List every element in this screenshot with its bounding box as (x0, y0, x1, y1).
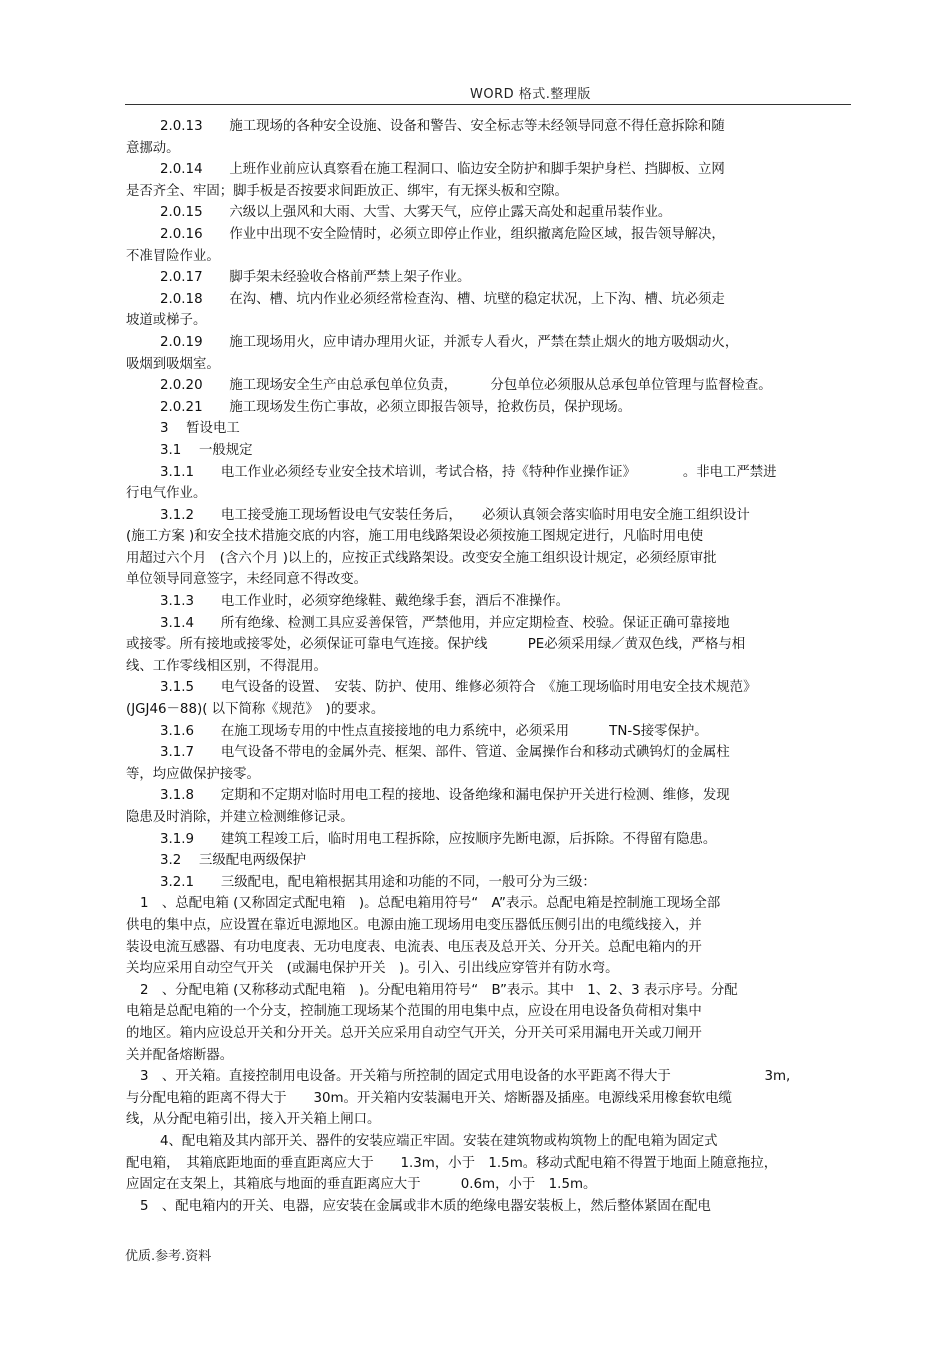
text-line: 隐患及时消除，并建立检测维修记录。 (126, 810, 354, 825)
text-line: 3 、开关箱。直接控制用电设备。开关箱与所控制的固定式用电设备的水平距离不得大于 3m, (140, 1069, 791, 1085)
text-line: 2.0.18 在沟、槽、坑内作业必须经常检查沟、槽、坑壁的稳定状况，上下沟、槽、坑必须走 (160, 291, 725, 307)
text-line: 应固定在支架上，其箱底与地面的垂直距离应大于 0.6m，小于 1.5m。 (126, 1177, 597, 1193)
text-line: 3.2 三级配电两级保护 (160, 853, 307, 869)
text-line: 3.1.7 电气设备不带电的金属外壳、框架、部件、管道、金属操作台和移动式碘钨灯的金属柱 (160, 745, 730, 761)
text-line: (施工方案 )和安全技术措施交底的内容，施工用电线路架设必须按施工图规定进行，凡临时用电使 (126, 529, 704, 545)
text-line: 关均应采用自动空气开关 (或漏电保护开关 )。引入、引出线应穿管并有防水弯。 (126, 961, 619, 977)
page-footer: 优质.参考.资料 (125, 1249, 212, 1264)
text-line: 线，从分配电箱引出，接入开关箱上闸口。 (126, 1112, 381, 1128)
text-line: 单位领导同意签字，未经同意不得改变。 (126, 572, 368, 588)
text-line: 2.0.17 脚手架未经验收合格前严禁上架子作业。 (160, 270, 471, 286)
text-line: 3.1 一般规定 (160, 442, 253, 458)
text-line: 电箱是总配电箱的一个分支，控制施工现场某个范围的用电集中点，应设在用电设备负荷相对集中 (126, 1004, 702, 1020)
text-line: 4、配电箱及其内部开关、器件的安装应端正牢固。安装在建筑物或构筑物上的配电箱为固定式 (160, 1133, 718, 1149)
text-line: 5 、配电箱内的开关、电器，应安装在金属或非木质的绝缘电器安装板上，然后整体紧固在配电 (140, 1198, 711, 1214)
page-header: WORD 格式.整理版 (470, 87, 591, 102)
text-line: 坡道或梯子。 (126, 313, 207, 329)
text-line: 供电的集中点，应设置在靠近电源地区。电源由施工现场用电变压器低压侧引出的电缆线接入，并 (126, 917, 702, 933)
text-line: 行电气作业。 (126, 486, 207, 502)
text-line: 不准冒险作业。 (126, 248, 220, 264)
text-line: 等，均应做保护接零。 (126, 766, 260, 782)
text-line: 线、工作零线相区别，不得混用。 (126, 658, 327, 674)
text-line: 3.1.3 电工作业时，必须穿绝缘鞋、戴绝缘手套，酒后不准操作。 (160, 594, 570, 610)
text-line: 2.0.19 施工现场用火，应申请办理用火证，并派专人看火，严禁在禁止烟火的地方吸烟动火， (160, 334, 739, 350)
text-line: 2.0.16 作业中出现不安全险情时，必须立即停止作业，组织撤离危险区域，报告领导解决， (160, 226, 725, 242)
text-line: 配电箱， 其箱底距地面的垂直距离应大于 1.3m，小于 1.5m。移动式配电箱不得置于地面上随意拖拉， (126, 1155, 778, 1171)
text-line: 是否齐全、牢固；脚手板是否按要求间距放正、绑牢，有无探头板和空隙。 (126, 183, 568, 199)
text-line: 3.1.5 电气设备的设置、 安装、防护、使用、维修必须符合 《施工现场临时用电安全技术规范》 (160, 680, 757, 696)
text-line: 2.0.21 施工现场发生伤亡事故，必须立即报告领导，抢救伤员，保护现场。 (160, 399, 632, 415)
document-body (126, 116, 844, 1217)
text-line: 3.1.9 建筑工程竣工后，临时用电工程拆除，应按顺序先断电源，后拆除。不得留有隐患。 (160, 831, 717, 847)
text-line: 2.0.13 施工现场的各种安全设施、设备和警告、安全标志等未经领导同意不得任意拆除和随 (160, 119, 725, 134)
text-line: 或接零。所有接地或接零处，必须保证可靠电气连接。保护线 PE必须采用绿／黄双色线，严格与相 (126, 637, 746, 653)
text-line: 1 、总配电箱 (又称固定式配电箱 )。总配电箱用符号“ A”表示。总配电箱是控制施工现场全部 (140, 896, 721, 912)
text-line: 3.1.1 电工作业必须经专业安全技术培训，考试合格，持《特种作业操作证》 。非电工严禁进 (160, 464, 777, 480)
text-line: 2.0.20 施工现场安全生产由总承包单位负责， 分包单位必须服从总承包单位管理与监督检查。 (160, 378, 772, 394)
header-rule (125, 104, 851, 105)
text-line: 用超过六个月 (含六个月 )以上的，应按正式线路架设。改变安全施工组织设计规定，必须经原审批 (126, 550, 717, 566)
text-line: 与分配电箱的距离不得大于 30m。开关箱内安装漏电开关、熔断器及插座。电源线采用橡套软电缆 (126, 1090, 732, 1106)
text-line: 3 暂设电工 (160, 421, 240, 437)
text-line: 3.1.6 在施工现场专用的中性点直接接地的电力系统中，必须采用 TN-S接零保护。 (160, 723, 708, 739)
text-line: (JGJ46－88)( 以下简称《规范》 )的要求。 (126, 702, 385, 718)
text-line: 关并配备熔断器。 (126, 1047, 234, 1063)
text-line: 3.1.4 所有绝缘、检测工具应妥善保管，严禁他用，并应定期检查、校验。保证正确可靠接地 (160, 615, 730, 631)
text-line: 吸烟到吸烟室。 (126, 356, 220, 372)
text-line: 3.2.1 三级配电，配电箱根据其用途和功能的不同，一般可分为三级： (160, 874, 596, 890)
text-line: 3.1.2 电工接受施工现场暂设电气安装任务后， 必须认真领会落实临时用电安全施工组织设计 (160, 507, 750, 523)
text-line: 2.0.15 六级以上强风和大雨、大雪、大雾天气，应停止露天高处和起重吊装作业。 (160, 205, 672, 221)
text-line: 3.1.8 定期和不定期对临时用电工程的接地、设备绝缘和漏电保护开关进行检测、维修，发现 (160, 788, 730, 804)
text-line: 意挪动。 (126, 140, 180, 156)
text-line: 2.0.14 上班作业前应认真察看在施工程洞口、临边安全防护和脚手架护身栏、挡脚板、立网 (160, 162, 725, 178)
text-line: 2 、分配电箱 (又称移动式配电箱 )。分配电箱用符号“ B”表示。其中 1、2、3 表示序号。分配 (140, 982, 738, 998)
text-line: 的地区。箱内应设总开关和分开关。总开关应采用自动空气开关，分开关可采用漏电开关或刀闸开 (126, 1025, 702, 1041)
text-line: 装设电流互感器、有功电度表、无功电度表、电流表、电压表及总开关、分开关。总配电箱内的开 (126, 939, 702, 955)
